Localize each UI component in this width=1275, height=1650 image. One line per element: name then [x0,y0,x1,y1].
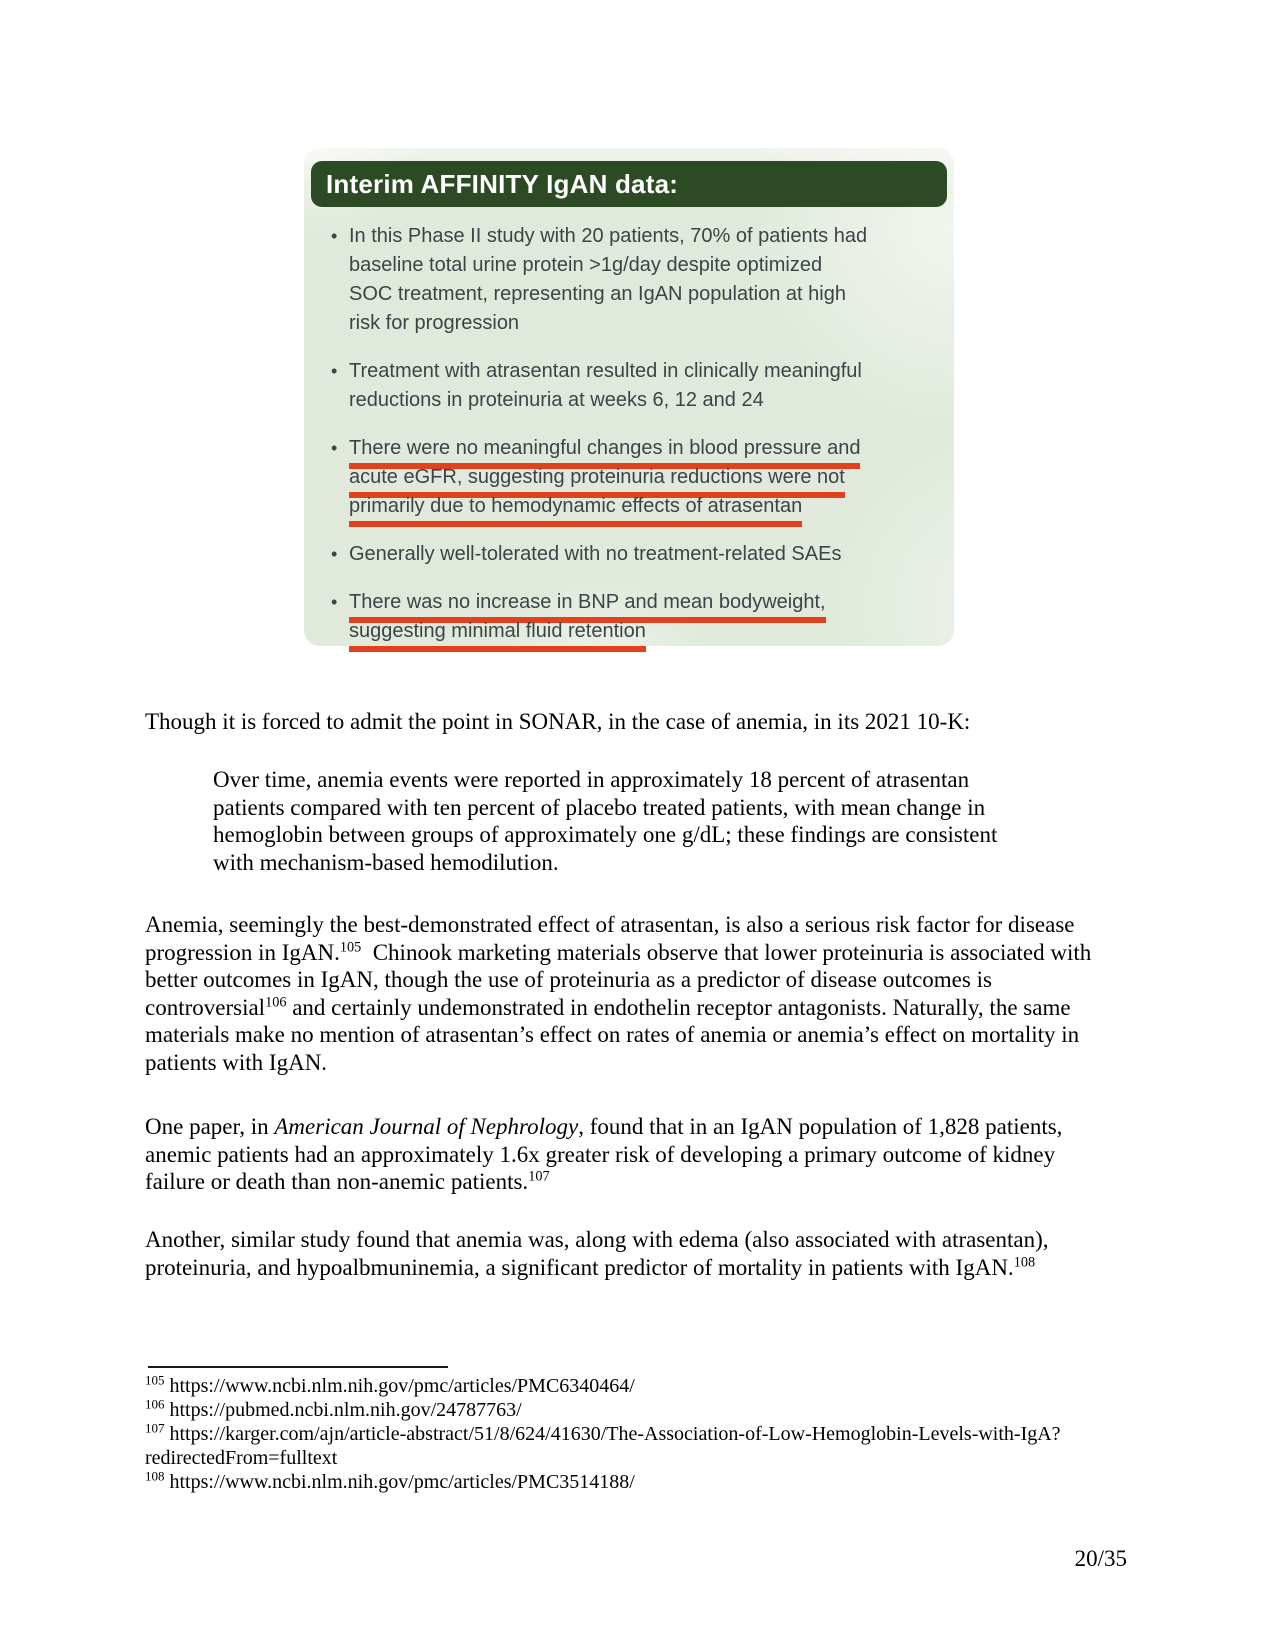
footnote-url: https://karger.com/ajn/article-abstract/51/8/624/41630/The-Association-of-Low-Hemoglobin-Levels-with-IgA?redirectedFrom=fulltext [145,1423,1061,1469]
bullet-phase2-baseline [328,222,940,338]
paragraph-sonar-intro: Though it is forced to admit the point in SONAR, in the case of anemia, in its 2021 10-K: [145,709,971,734]
footnote-number: 106 [145,1396,165,1412]
footnote-ref-107: 107 [528,1168,550,1185]
footnote-number: 108 [145,1468,165,1484]
text-run: , found that in an IgAN population of 1,828 patients, anemic patients had an approximately 1.6x greater risk of developing a primary outcome of kidney failure or death than non-anemic patients. [145,1114,1069,1194]
bullet-text [349,434,940,521]
bullet-line: risk for progression [349,312,520,334]
footnote-list [145,1374,1145,1494]
bullet-line: reductions in proteinuria at weeks 6, 12 and 24 [349,389,764,411]
bullet-line-underlined: primarily due to hemodynamic effects of atrasentan [349,492,802,521]
bullet-text [349,588,940,646]
text-run: and certainly undemonstrated in endothelin receptor antagonists. Naturally, the same materials make no mention of atrasentan’s effect on rates of anemia or anemia’s effect on mortality in patients with IgAN. [145,994,1085,1075]
bullet-line-underlined: acute eGFR, suggesting proteinuria reductions were not [349,463,845,492]
footnote-108 [145,1470,1145,1494]
footnote-ref-108: 108 [1013,1253,1036,1270]
paragraph-ajn-study [145,1113,1105,1196]
bullet-text [349,357,940,415]
bullet-dot-icon: • [331,438,338,458]
bullet-proteinuria-reduction [328,357,940,415]
bullet-well-tolerated [328,540,940,569]
paragraph-anemia-risk [145,911,1105,1076]
bullet-line-underlined: There was no increase in BNP and mean bodyweight, [349,588,826,617]
footnote-number: 105 [145,1372,165,1388]
footnote-106 [145,1398,1145,1422]
bullet-dot-icon: • [331,361,338,381]
bullet-line: SOC treatment, representing an IgAN population at high [349,283,846,305]
footnote-ref-105: 105 [339,938,362,955]
bullet-line: Treatment with atrasentan resulted in clinically meaningful [349,360,862,382]
slide-bullet-list [328,222,940,665]
affinity-igan-slide [304,148,954,646]
bullet-dot-icon: • [331,544,338,564]
footnote-105 [145,1374,1145,1398]
bullet-line-underlined: suggesting minimal fluid retention [349,617,646,646]
journal-title: American Journal of Nephrology [274,1114,579,1139]
footnote-ref-106: 106 [265,993,287,1010]
footnote-separator [148,1366,448,1368]
bullet-no-bp-egfr-changes [328,434,940,521]
bullet-line: In this Phase II study with 20 patients, 70% of patients had [349,225,868,247]
slide-title: Interim AFFINITY IgAN data: [326,168,679,199]
text-run: Anemia, seemingly the best-demonstrated effect of atrasentan, is also a serious risk factor for disease progression in IgAN. [145,912,1081,965]
bullet-dot-icon: • [331,226,338,246]
text-run: One paper, in [145,1114,275,1139]
bullet-line: baseline total urine protein >1g/day despite optimized [349,254,823,276]
text-run: Chinook marketing materials observe that lower proteinuria is associated with better outcomes in IgAN, though the use of proteinuria as a predictor of disease outcomes is controversial [145,939,1098,1020]
bullet-no-bnp-increase [328,588,940,646]
bullet-text [349,222,940,338]
footnote-url: https://www.ncbi.nlm.nih.gov/pmc/articles/PMC6340464/ [169,1375,635,1397]
footnote-url: https://pubmed.ncbi.nlm.nih.gov/24787763/ [169,1399,522,1421]
bullet-text [349,540,940,569]
bullet-line: Generally well-tolerated with no treatment-related SAEs [349,543,842,565]
bullet-dot-icon: • [331,592,338,612]
bullet-line-underlined: There were no meaningful changes in blood pressure and [349,434,860,463]
footnote-number: 107 [145,1420,165,1436]
blockquote-10k-excerpt: Over time, anemia events were reported in approximately 18 percent of atrasentan patients compared with ten percent of placebo treated patients, with mean change in hemoglobin between groups of approximately one g/dL; these findings are consistent with mechanism-based hemodilution. [213,767,1004,875]
footnote-107 [145,1422,1145,1470]
footnote-url: https://www.ncbi.nlm.nih.gov/pmc/articles/PMC3514188/ [169,1471,635,1493]
slide-header [311,161,947,207]
page-number: 20/35 [1074,1546,1127,1571]
text-run: Another, similar study found that anemia was, along with edema (also associated with atrasentan), proteinuria, and hypoalbmuninemia, a significant predictor of mortality in patients with IgAN. [145,1227,1055,1280]
paragraph-similar-study [145,1226,1105,1281]
